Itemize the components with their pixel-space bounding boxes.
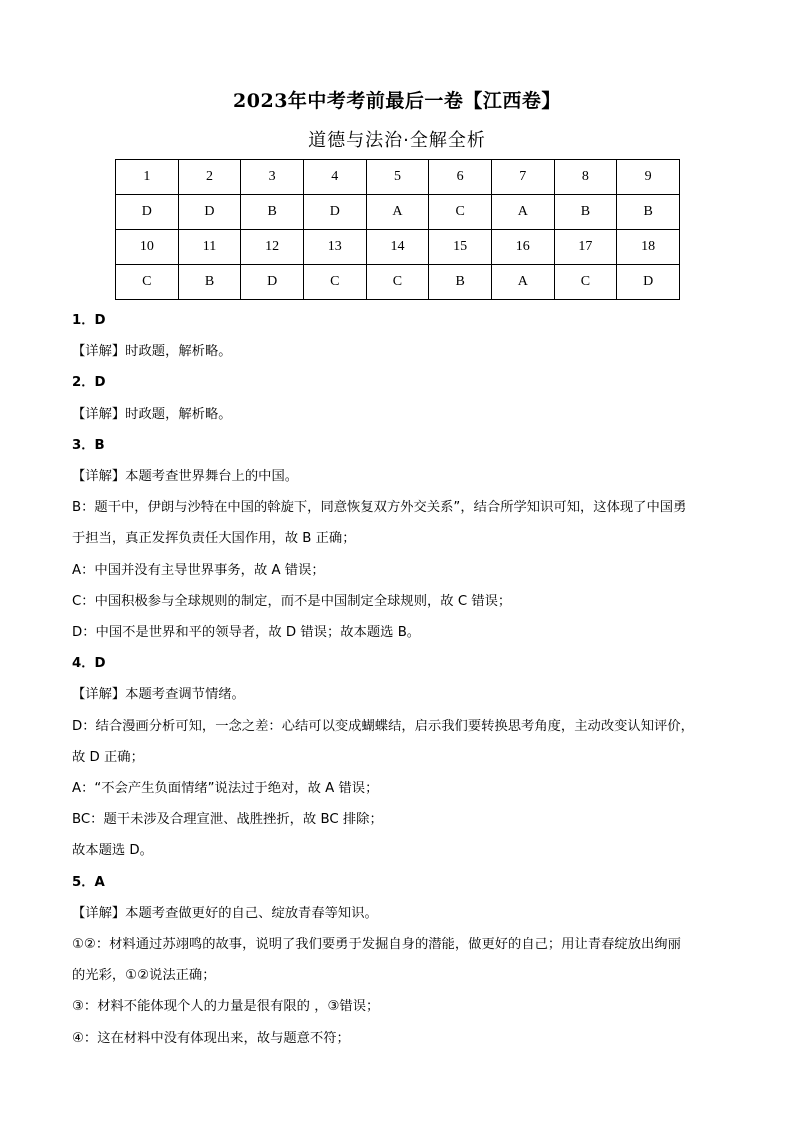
answer-row bbox=[116, 265, 680, 300]
question-number-row bbox=[116, 230, 680, 265]
explanation-line: 故 D 正确； bbox=[72, 749, 144, 765]
answer-row bbox=[116, 195, 680, 230]
answer-cell: D bbox=[303, 195, 366, 230]
explanation-line: D：中国不是世界和平的领导者，故 D 错误；故本题选 B。 bbox=[72, 625, 421, 641]
explanation-line: C：中国积极参与全球规则的制定，而不是中国制定全球规则，故 C 错误； bbox=[72, 593, 512, 609]
explanation-line: ④：这在材料中没有体现出来，故与题意不符； bbox=[72, 1030, 350, 1046]
answer-cell: B bbox=[554, 195, 617, 230]
answer-cell: D bbox=[241, 265, 304, 300]
explanation-line: 【详解】本题考查调节情绪。 bbox=[72, 687, 245, 703]
explanation-line: 【详解】本题考查做更好的自己、绽放青春等知识。 bbox=[72, 905, 378, 921]
question-number-cell: 4 bbox=[303, 160, 366, 195]
explanation-line: A：“不会产生负面情绪”说法过于绝对，故 A 错误； bbox=[72, 781, 379, 797]
explanation-line: 于担当，真正发挥负责任大国作用，故 B 正确； bbox=[72, 531, 356, 547]
answer-cell: C bbox=[429, 195, 492, 230]
explanation-line: A：中国并没有主导世界事务，故 A 错误； bbox=[72, 562, 325, 578]
answer-cell: D bbox=[617, 265, 680, 300]
question-number-row bbox=[116, 160, 680, 195]
explanation-line: ①②：材料通过苏翊鸣的故事，说明了我们要勇于发掘自身的潜能，做更好的自己；用让青春绽放出绚丽 bbox=[72, 937, 681, 953]
explanation-body bbox=[72, 305, 732, 1054]
question-number-cell: 12 bbox=[241, 230, 304, 265]
explanation-line: 【详解】时政题，解析略。 bbox=[72, 344, 232, 360]
explanation-line: D：结合漫画分析可知，一念之差：心结可以变成蝴蝶结，启示我们要转换思考角度，主动改变认知评价， bbox=[72, 718, 694, 734]
question-number-cell: 18 bbox=[617, 230, 680, 265]
explanation-line: 的光彩，①②说法正确； bbox=[72, 968, 216, 984]
answer-cell: C bbox=[366, 265, 429, 300]
explanation-line: B：题干中，伊朗与沙特在中国的斡旋下，同意恢复双方外交关系”，结合所学知识可知，这体现了中国勇 bbox=[72, 500, 687, 516]
answer-cell: D bbox=[178, 195, 241, 230]
question-number-cell: 16 bbox=[491, 230, 554, 265]
question-number-cell: 1 bbox=[116, 160, 179, 195]
question-number-cell: 7 bbox=[491, 160, 554, 195]
answer-table bbox=[115, 159, 680, 300]
question-number-cell: 5 bbox=[366, 160, 429, 195]
question-number-cell: 6 bbox=[429, 160, 492, 195]
answer-cell: B bbox=[429, 265, 492, 300]
question-number-cell: 8 bbox=[554, 160, 617, 195]
question-number-cell: 9 bbox=[617, 160, 680, 195]
answer-cell: B bbox=[178, 265, 241, 300]
question-number: 2．D bbox=[72, 375, 106, 391]
question-number-cell: 14 bbox=[366, 230, 429, 265]
page-subtitle: 道德与法治·全解全析 bbox=[308, 130, 486, 151]
explanation-line: ③：材料不能体现个人的力量是很有限的 ，③错误； bbox=[72, 999, 380, 1015]
answer-cell: C bbox=[554, 265, 617, 300]
question-number-cell: 2 bbox=[178, 160, 241, 195]
answer-cell: B bbox=[617, 195, 680, 230]
question-number: 4．D bbox=[72, 656, 106, 672]
answer-cell: D bbox=[116, 195, 179, 230]
question-number: 5．A bbox=[72, 874, 105, 890]
question-number: 1．D bbox=[72, 313, 106, 328]
answer-cell: A bbox=[491, 195, 554, 230]
question-number-cell: 15 bbox=[429, 230, 492, 265]
answer-cell: B bbox=[241, 195, 304, 230]
explanation-line: 故本题选 D。 bbox=[72, 843, 153, 859]
page-title: 2023年中考考前最后一卷【江西卷】 bbox=[233, 90, 561, 112]
question-number: 3．B bbox=[72, 437, 105, 453]
question-number-cell: 10 bbox=[116, 230, 179, 265]
answer-cell: A bbox=[491, 265, 554, 300]
question-number-cell: 11 bbox=[178, 230, 241, 265]
question-number-cell: 13 bbox=[303, 230, 366, 265]
answer-cell: A bbox=[366, 195, 429, 230]
explanation-line: 【详解】时政题，解析略。 bbox=[72, 406, 232, 422]
question-number-cell: 17 bbox=[554, 230, 617, 265]
answer-cell: C bbox=[116, 265, 179, 300]
explanation-line: BC：题干未涉及合理宣泄、战胜挫折，故 BC 排除； bbox=[72, 812, 383, 828]
question-number-cell: 3 bbox=[241, 160, 304, 195]
explanation-line: 【详解】本题考查世界舞台上的中国。 bbox=[72, 469, 299, 485]
answer-cell: C bbox=[303, 265, 366, 300]
